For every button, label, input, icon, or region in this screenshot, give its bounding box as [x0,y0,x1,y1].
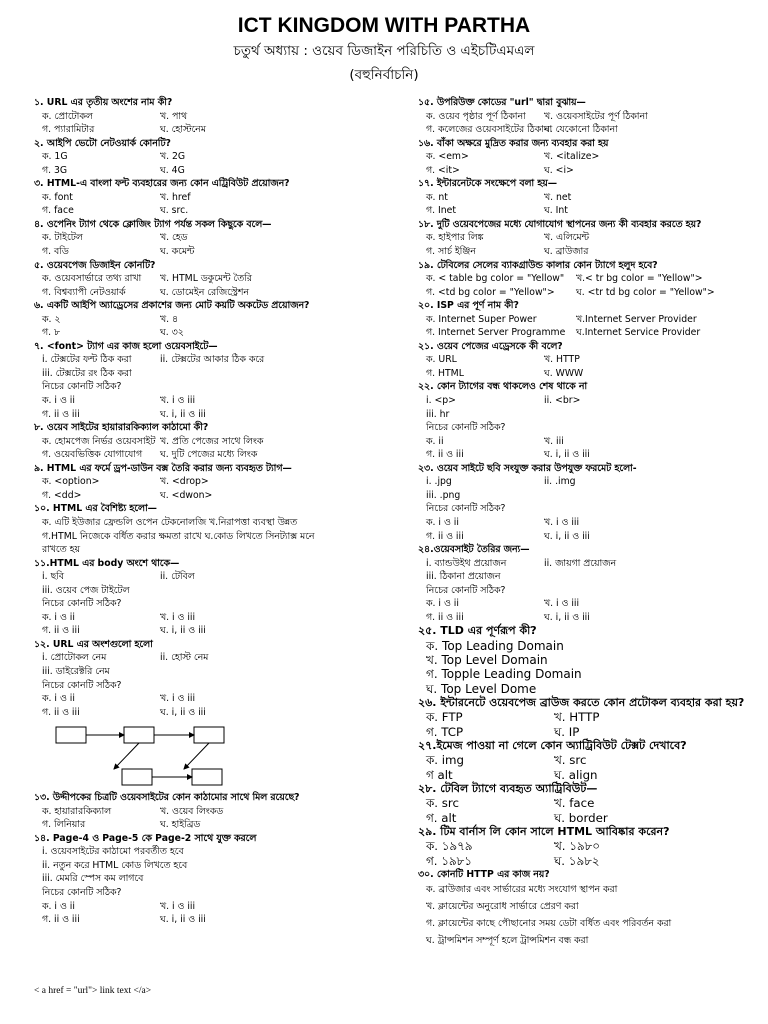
option: খ. i ও iii [160,900,196,912]
option-row [34,286,404,300]
statement-line: iii. hr [426,408,450,420]
option: i. ছবি [42,571,64,583]
question-text: ৯. HTML এর ফর্মে ড্রপ-ডাউন বক্স তৈরি করার জন্য ব্যবহৃত ট্যাগ— [34,462,292,474]
option-row [418,110,758,124]
option-row [34,110,404,124]
option: ঘ. i, ii ও iii [544,449,590,461]
option: ঘ. হোস্টনেম [160,124,206,136]
option: খ. হেড [160,232,188,244]
option-row [418,530,758,544]
option-row [34,245,404,259]
option: ঘ. align [554,767,598,782]
option: খ. ১৯৮০ [554,839,600,854]
option: খ. i ও iii [544,516,580,528]
option: ঘ. i, ii ও iii [160,914,206,926]
option-row [418,710,758,724]
statement-line: নিচের কোনটি সঠিক? [42,679,122,691]
statement-line: নিচের কোনটি সঠিক? [426,584,506,596]
option: খ. i ও iii [160,611,196,623]
option: গ. প্যারামিটার [42,124,95,136]
option-row [34,123,404,137]
option: ঘ. <i> [544,164,574,176]
question-text: ২১. ওয়েব পেজের এড্রেসকে কী বলে? [418,340,563,352]
option-line: ঘ. Top Level Dome [426,681,537,696]
option: গ. alt [426,810,457,825]
option-row [418,811,758,825]
option: ক. 1G [42,151,68,163]
option-row [418,854,758,868]
option: ক. হোমপেজ নির্ভর ওয়েবসাইট [42,435,156,447]
option-row [418,768,758,782]
option: ক. nt [426,191,448,203]
question-text: ১০. HTML এর বৈশিষ্ট্য হলো— [34,503,157,515]
option-row [34,191,404,205]
statement-line: iii. মেমরি স্পেস কম লাগবে [42,873,144,885]
option-row [34,900,404,914]
option: ii. টেক্সটের আকার ঠিক করে [160,354,265,366]
option: গ. TCP [426,724,464,739]
question-text: ১৬. বাঁকা অক্ষরে মুদ্রিত করার জন্য ব্যবহার করা হয় [418,137,609,149]
option-row [418,272,758,286]
question-text: ১৭. ইন্টারনেটকে সংক্ষেপে বলা হয়— [418,178,558,190]
option: ক. i ও ii [426,598,459,610]
option: খ. net [544,191,572,203]
option: গ. কলেজের ওয়েবসাইটের ঠিকানা [426,124,553,136]
option: ঘ. i, ii ও iii [544,611,590,623]
option: i. ব্যান্ডউইথ প্রয়োজন [426,557,507,569]
page-box [192,769,222,785]
statement-line: নিচের কোনটি সঠিক? [426,503,506,515]
option: ঘ. Int [544,205,568,217]
option-row [418,796,758,810]
option: গ. ১৯৮১ [426,853,472,868]
option-row [418,611,758,625]
option: খ. iii [544,435,564,447]
site-structure-diagram [54,719,244,789]
option-row [418,367,758,381]
option: গ. ii ও iii [426,611,464,623]
question-text: ৫. ওয়েবপেজ ডিজাইন কোনটি? [34,259,156,271]
option: ঘ. দুটি পেজের মধ্যে লিংক [160,449,258,461]
option-row [418,435,758,449]
question-text: ২. আইপি ভেটো নেটওয়ার্ক কোনটি? [34,137,171,149]
option: ঘ. IP [554,724,580,739]
question-text: ১৫. উপরিউক্ত কোডের "url" দ্বারা বুঝায়— [418,97,586,108]
page-box [122,769,152,785]
statement-line: iii. টেক্সটের রং ঠিক করা [42,367,132,379]
option: ঘ.Internet Service Provider [576,327,701,339]
option: ক. src [426,796,459,811]
page-box [124,727,154,743]
option: খ.< tr bg color = "Yellow"> [576,273,703,285]
option: খ. href [160,191,191,203]
option-row [34,692,404,706]
question-text: ১৯. টেবিলের সেলের ব্যাকগ্রাউন্ড কালার কোন ট্যাগে হলুদ হবে? [418,259,658,271]
option: খ. 2G [160,151,186,163]
option: গ. সার্চ ইঞ্জিন [426,246,476,258]
option-row [418,286,758,300]
option: গ. ii ও iii [426,449,464,461]
option: ক. i ও ii [426,516,459,528]
option-row [418,191,758,205]
option: ক. i ও ii [42,395,75,407]
option-row [418,448,758,462]
option: ii. হোস্ট নেম [160,652,209,664]
option-line: রাখতে হয় [42,544,80,556]
option: খ. <italize> [544,151,600,163]
option-row [418,353,758,367]
option-line: গ.HTML নিজেকে বর্ধিত করার ক্ষমতা রাখে ঘ.কোড লিখতে সিনট্যাক্স মনে [42,530,315,542]
option: ক. ওয়েবসার্ভারে তথ্য রাখা [42,273,142,285]
option-row [34,353,404,367]
right-column [418,96,758,949]
option: খ. i ও iii [160,693,196,705]
option-row [418,516,758,530]
option: ক. হাইপার লিঙ্ক [426,232,484,244]
option: ক. ii [426,435,444,447]
option-row [34,408,404,422]
option: গ. ওয়েবভিত্তিক যোগাযোগ [42,449,143,461]
question-text: ২২. কোন ট্যাগের বন্ধ থাকলেও শেষ থাকে না [418,381,588,393]
option-row [418,231,758,245]
option-row [418,150,758,164]
footer-code: < a href = "url"> link text </a> [34,986,152,996]
question-text: ২৫. TLD এর পূর্ণরূপ কী? [418,624,537,638]
option: ক. img [426,753,465,768]
option-row [34,394,404,408]
option-row [34,913,404,927]
option-line: ঘ. ট্রান্সমিশন সম্পূর্ণ হলে ট্রান্সমিশন বন্ধ করা [426,935,589,947]
question-text: ৭. <font> ট্যাগ এর কাজ হলো ওয়েবসাইটে— [34,340,218,352]
option: ক. URL [426,354,457,366]
option: ঘ. ডোমেইন রেজিস্ট্রেশন [160,286,249,298]
option-line: ক. এটি ইউজার ফ্রেন্ডলি ওপেন টেকনোলজি খ.নিরাপত্তা ব্যবস্থা উন্নত [42,516,298,528]
option-line: গ. ক্লায়েন্টের কাছে পৌছানোর সময় ডেটা বর্ধিত এবং পরিবর্তন করা [426,918,672,930]
option: ক. FTP [426,710,463,725]
option: খ. পাথ [160,110,188,122]
option: গ. face [42,205,74,217]
option: ii. জায়গা প্রয়োজন [544,557,617,569]
option: গ. ৮ [42,327,61,339]
option: ক. <em> [426,151,469,163]
statement-line: iii. ওয়েব পেজ টাইটেল [42,584,130,596]
option: ক. প্রোটোকল [42,110,93,122]
option-row [418,597,758,611]
option: ঘ. <tr td bg color = "Yellow"> [576,286,715,298]
option: গ alt [426,767,453,782]
question-text: ২০. ISP এর পূর্ণ নাম কী? [418,300,519,312]
question-text: ৩. HTML-এ বাংলা ফন্ট ব্যবহারের জন্য কোন এট্রিবিউট প্রয়োজন? [34,178,290,190]
option: ঘ. হাইব্রিড [160,819,201,831]
option: ii. <br> [544,395,581,407]
option: ঘ. i, ii ও iii [160,625,206,637]
option-row [34,475,404,489]
option: খ. <drop> [160,476,209,488]
option-row [34,818,404,832]
question-text: ৮. ওয়েব সাইটের হায়ারারকিক্যাল কাঠামো কী? [34,422,209,434]
question-type-subtitle: (বহুনির্বাচনি) [349,67,419,83]
question-text: ২৯. টিম বার্নাস লি কোন সালে HTML আবিষ্কার করেন? [418,824,670,838]
option: ঘ. ৩২ [160,327,184,339]
option: ক. i ও ii [42,611,75,623]
option-line: ক. ব্রাউজার এবং সার্ভারের মধ্যে সংযোগ স্থাপন করা [426,884,618,896]
option: খ.Internet Server Provider [576,313,697,325]
option: খ. প্রতি পেজের সাথে লিংক [160,435,264,447]
option-row [34,272,404,286]
link-arrow [114,743,139,769]
option: ঘ. ব্রাউজার [544,246,589,258]
option: ঘ. i, ii ও iii [160,408,206,420]
option: ক. <option> [42,476,100,488]
page-box [56,727,86,743]
statement-line: নিচের কোনটি সঠিক? [42,381,122,393]
statement-line: i. ওয়েবসাইটের কাঠামো পরবর্তীত হবে [42,846,184,858]
option: ii. টেবিল [160,571,195,583]
option: গ. ii ও iii [42,914,80,926]
option: খ. এলিমেন্ট [544,232,589,244]
option: ঘ. যেকোনো ঠিকানা [544,124,618,136]
option: i. প্রোটোকল নেম [42,652,107,664]
option: ক. হায়ারারকিক্যাল [42,805,112,817]
option: খ. HTTP [544,354,580,366]
option-row [34,204,404,218]
option-line: ক. Top Leading Domain [426,638,564,653]
statement-line: iii. ঠিকানা প্রয়োজন [426,571,501,583]
option: ঘ. i, ii ও iii [544,530,590,542]
statement-line: নিচের কোনটি সঠিক? [426,422,506,434]
statement-line: ii. নতুন করে HTML কোড লিখতে হবে [42,859,188,871]
option: ক. ১৯৭৯ [426,839,473,854]
option-row [418,164,758,178]
diagram-wrapper [54,719,404,791]
option-row [418,245,758,259]
option: খ. HTTP [554,710,600,725]
option: খ. face [554,796,595,811]
option-row [34,435,404,449]
option: ঘ. src. [160,205,189,217]
option: ক. font [42,191,73,203]
option-row [34,570,404,584]
statement-line: নিচের কোনটি সঠিক? [42,886,122,898]
question-text: ১. URL এর তৃতীয় অংশের নাম কী? [34,97,173,108]
question-text: ১১.HTML এর body অংশে থাকে— [34,557,180,569]
option: গ. <dd> [42,489,82,501]
question-text: ১৩. উদ্দীপকের চিত্রটি ওয়েবসাইটের কোন কাঠামোর সাথে মিল রয়েছে? [34,792,300,804]
option: ক. Internet Super Power [426,313,537,325]
page-box [194,727,224,743]
option-row [34,448,404,462]
option-row [418,394,758,408]
option: গ. 3G [42,164,68,176]
option-row [418,839,758,853]
option: গ. Internet Server Programme [426,327,566,339]
option-line: খ. Top Level Domain [426,653,548,668]
question-text: ১৪. Page-4 ও Page-5 কে Page-2 সাথে যুক্ত করলে [34,832,257,844]
statement-line: iii. .png [426,489,461,501]
option: ক. ওয়েব পৃষ্ঠার পূর্ণ ঠিকানা [426,110,526,122]
option: গ. ii ও iii [426,530,464,542]
chapter-subtitle: চতুর্থ অধ্যায় : ওয়েব ডিজাইন পরিচিতি ও এইচটিএমএল [233,43,535,59]
question-text: ৩০. কোনটি HTTP এর কাজ নয়? [418,868,550,880]
question-text: ২৭.ইমেজ পাওয়া না গেলে কোন অ্যাট্রিবিউট টেক্সট দেখাবে? [418,738,687,752]
option-row [34,164,404,178]
option-row [418,725,758,739]
option: গ. <td bg color = "Yellow"> [426,286,555,298]
option: ঘ. WWW [544,367,584,379]
option-row [418,204,758,218]
option-row [418,475,758,489]
option: ক. i ও ii [42,900,75,912]
option-row [418,313,758,327]
option: ক. i ও ii [42,693,75,705]
option-row [34,231,404,245]
option: গ. HTML [426,367,464,379]
option-row [34,706,404,720]
option: গ. <it> [426,164,460,176]
option-row [418,326,758,340]
option: ঘ. 4G [160,164,185,176]
option: ii. .img [544,476,576,488]
option: ক. < table bg color = "Yellow" [426,273,565,285]
option: ক. টাইটেল [42,232,83,244]
option: গ. ii ও iii [42,625,80,637]
option: ক. ২ [42,313,61,325]
option-line: খ. ক্লায়েন্টের অনুরোধ সার্ভারে প্রেরণ করা [426,901,579,913]
option: খ. ওয়েবসাইটের পূর্ণ ঠিকানা [544,110,648,122]
option-row [34,651,404,665]
option-row [34,313,404,327]
option: ঘ. কমেন্ট [160,246,195,258]
option: ঘ. ১৯৮২ [554,853,600,868]
link-arrow [184,743,209,769]
option: ঘ. i, ii ও iii [160,706,206,718]
option: খ. i ও iii [544,598,580,610]
question-text: ৪. ওপেনিং ট্যাগ থেকে ক্লোজিং ট্যাগ পর্যন্ত সকল কিছুকে বলে— [34,218,272,230]
page-title: ICT KINGDOM WITH PARTHA [237,14,531,37]
question-text: ১৮. দুটি ওয়েবপেজের মধ্যে যোগাযোগ স্থাপনের জন্য কী ব্যবহার করতে হয়? [418,218,702,230]
option: গ. বডি [42,246,69,258]
option: খ. ওয়েব লিংকড [160,805,224,817]
question-text: ১২. URL এর অংশগুলো হলো [34,638,153,650]
option: গ. ii ও iii [42,706,80,718]
option: গ. লিনিয়ার [42,819,86,831]
question-text: ২৬. ইন্টারনেটে ওয়েবপেজ ব্রাউজ করতে কোন প্রটোকল ব্যবহার করা হয়? [418,695,745,709]
option: ঘ. border [554,810,608,825]
option-row [34,489,404,503]
option-row [34,624,404,638]
option: খ. ৪ [160,313,179,325]
left-column [34,96,404,927]
option-row [34,326,404,340]
statement-line: নিচের কোনটি সঠিক? [42,598,122,610]
option: গ. বিশ্বব্যাপী নেটওয়ার্ক [42,286,126,298]
option-row [418,557,758,571]
option: গ. ii ও iii [42,408,80,420]
option-row [418,753,758,767]
option: ঘ. <dwon> [160,489,213,501]
option-row [34,611,404,625]
statement-line: iii. ডাইরেক্টরি নেম [42,665,110,677]
question-text: ২৮. টেবিল ট্যাগে ব্যবহৃত অ্যাট্রিবিউট— [418,781,598,795]
option: i. টেক্সটের ফন্ট ঠিক করা [42,354,132,366]
option-line: গ. Topple Leading Domain [426,667,582,682]
option: গ. Inet [426,205,457,217]
question-text: ২৩. ওয়েব সাইটে ছবি সংযুক্ত করার উপযুক্ত ফরমেট হলো- [418,462,637,474]
option: খ. src [554,753,587,768]
option: i. .jpg [426,476,452,488]
question-text: ৬. একটি আইপি অ্যাড্রেসের প্রকাশের জন্য মোট কয়টি অকটেড প্রয়োজন? [34,300,310,312]
option-row [34,805,404,819]
option-row [34,150,404,164]
question-text: ২৪.ওয়েবসাইট তৈরির জন্য— [418,544,530,556]
option-row [418,123,758,137]
option: খ. i ও iii [160,395,196,407]
option: খ. HTML ডকুমেন্ট তৈরি [160,273,252,285]
option: i. <p> [426,395,456,407]
